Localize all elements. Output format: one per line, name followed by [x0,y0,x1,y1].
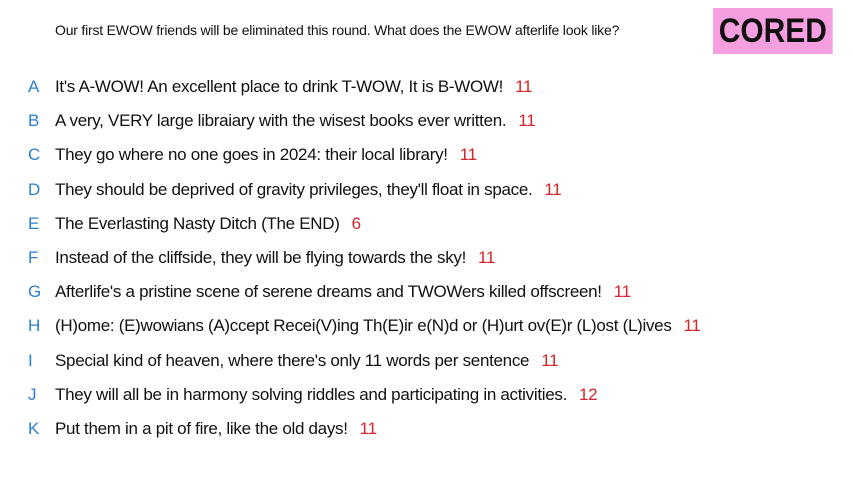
word-count: 11 [541,350,559,370]
response-text: They go where no one goes in 2024: their local library! [55,145,448,165]
word-count: 12 [579,384,598,404]
response-row-e [0,207,853,241]
word-count: 11 [613,282,631,302]
response-letter: B [28,111,40,131]
word-count: 6 [351,213,361,233]
response-text: The Everlasting Nasty Ditch (The END) [55,213,340,233]
word-count: 11 [544,179,562,199]
response-letter: A [28,77,40,97]
prompt-text: Our first EWOW friends will be eliminated this round. What does the EWOW afterlife look like? [55,22,620,38]
response-letter: H [28,316,41,336]
response-text: They will all be in harmony solving riddles and participating in activities. [55,384,568,404]
response-letter: K [28,418,40,438]
response-row-g [0,275,853,309]
response-row-a [0,70,853,104]
word-count: 11 [478,248,496,268]
response-text: Afterlife's a pristine scene of serene dreams and TWOWers killed offscreen! [55,282,602,302]
response-text: It's A-WOW! An excellent place to drink T-WOW, It is B-WOW! [55,77,504,97]
response-row-c [0,138,853,172]
word-count: 11 [459,145,477,165]
word-count: 11 [683,316,701,336]
status-badge: CORED [713,8,833,54]
response-text: Put them in a pit of fire, like the old days! [55,418,348,438]
response-letter: J [28,384,37,404]
word-count: 11 [359,418,377,438]
response-letter: D [28,179,41,199]
word-count: 11 [518,111,536,131]
response-letter: G [28,282,42,302]
response-row-j [0,378,853,412]
response-text: They should be deprived of gravity privileges, they'll float in space. [55,179,533,199]
response-text: Instead of the cliffside, they will be flying towards the sky! [55,248,467,268]
response-row-b [0,104,853,138]
response-text: (H)ome: (E)wowians (A)ccept Recei(V)ing Th(E)ir e(N)d or (H)urt ov(E)r (L)ost (L)ives [55,316,672,336]
response-letter: C [28,145,41,165]
response-row-f [0,241,853,275]
response-row-h [0,309,853,343]
response-text: Special kind of heaven, where there's only 11 words per sentence [55,350,530,370]
response-row-d [0,173,853,207]
response-row-k [0,412,853,446]
response-row-i [0,344,853,378]
response-letter: I [28,350,33,370]
response-letter: F [28,248,39,268]
response-list [0,70,853,446]
response-letter: E [28,213,40,233]
response-text: A very, VERY large libraiary with the wisest books ever written. [55,111,507,131]
word-count: 11 [515,77,533,97]
